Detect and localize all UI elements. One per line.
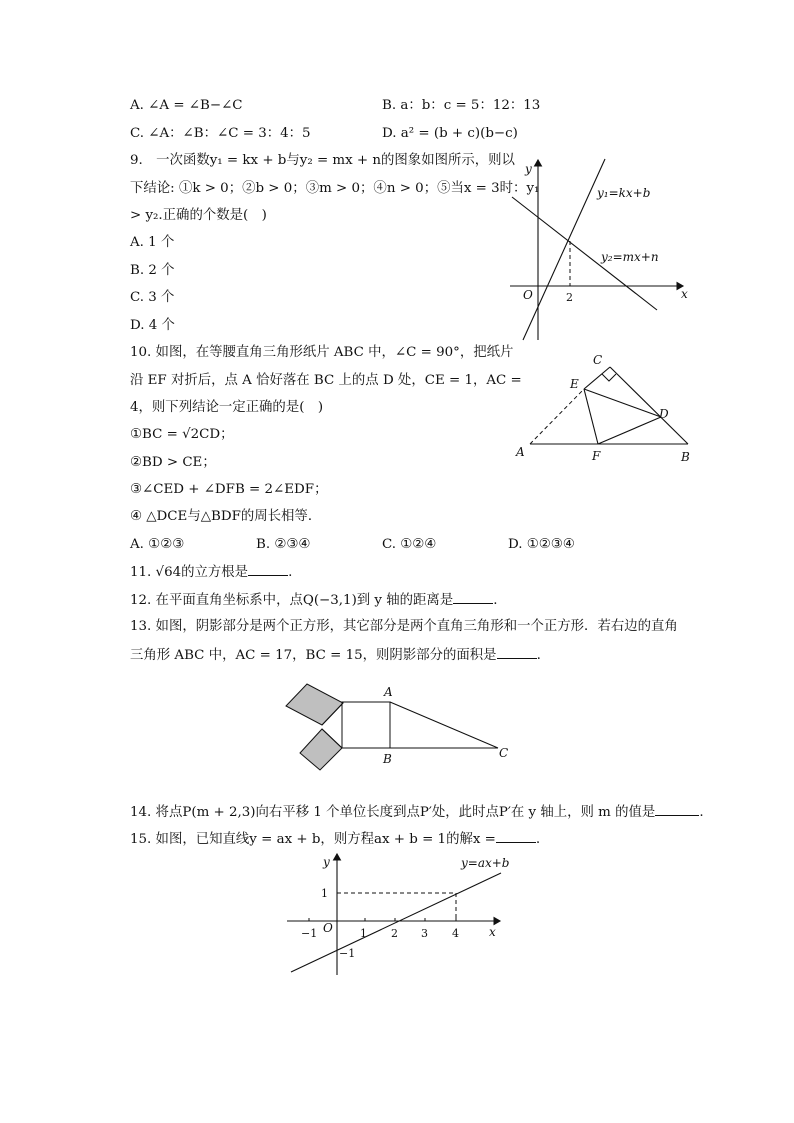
q13-line1: 13. 如图，阴影部分是两个正方形，其它部分是两个直角三角形和一个正方形．若右边的直角 [130,619,678,634]
q14-answer-blank[interactable] [655,803,699,816]
q9-y2-label: y₂=mx+n [601,250,659,264]
q10-line1: 10. 如图，在等腰直角三角形纸片 ABC 中，∠C = 90°，把纸片 [130,345,514,360]
q13-label-b: B [383,752,392,766]
q9-x-label: x [681,287,688,301]
q10-option-b: B. ②③④ [256,537,311,552]
q15-tick-label-y1: 1 [321,887,328,900]
q12-text [130,591,497,610]
q12-prompt: 12. 在平面直角坐标系中，点Q(−3,1)到 y 轴的距离是 [130,593,454,608]
q10-label-a: A [516,445,525,459]
q10-figure [510,350,710,470]
q10-label-e: E [570,377,579,391]
q10-label-d: D [659,407,669,421]
q15-line-label: y=ax+b [461,856,510,870]
q8-option-c: C. ∠A：∠B：∠C = 3：4：5 [130,126,311,141]
q13-line2 [130,646,541,665]
q15-prompt: 15. 如图，已知直线y = ax + b，则方程ax + b = 1的解x = [130,832,496,847]
q14-end: . [699,805,704,820]
q10-statement-3: ③∠CED + ∠DFB = 2∠EDF； [130,482,328,497]
q9-line2: 下结论: ①k > 0；②b > 0；③m > 0；④n > 0；⑤当x = 3时：y₁ [130,181,540,196]
q15-origin: O [323,921,333,935]
q13-middle-square [342,702,390,748]
q11-end: . [288,565,293,580]
q10-segment-fd [598,417,661,444]
q9-option-b: B. 2 个 [130,263,175,278]
q15-tick-label-3: 3 [421,927,428,940]
q13-side-ac [390,702,498,748]
q10-label-f: F [592,449,601,463]
q9-line1: 9. 一次函数y₁ = kx + b与y₂ = mx + n的图象如图所示，则以 [130,153,515,168]
q14-prompt: 14. 将点P(m + 2,3)向右平移 1 个单位长度到点P′处，此时点P′在 y 轴上，则 m 的值是 [130,805,656,820]
q10-option-d: D. ①②③④ [508,537,575,552]
q10-statement-4: ④ △DCE与△BDF的周长相等． [130,509,322,524]
q13-label-a: A [384,685,393,699]
q15-tick-label-yneg1: −1 [339,947,356,960]
q15-y-label: y [323,855,330,869]
q9-option-c: C. 3 个 [130,290,175,305]
q10-option-c: C. ①②④ [382,537,437,552]
q8-option-d: D. a² = (b + c)(b−c) [382,126,518,141]
q10-label-c: C [593,353,603,367]
q8-option-b: B. a：b：c = 5：12：13 [382,98,541,113]
q13-answer-blank[interactable] [497,646,537,659]
q11-prompt: 11. √64的立方根是 [130,565,249,580]
q9-tick-2: 2 [566,291,573,304]
q13-label-c: C [499,746,509,760]
q13-shaded-square-bottom [300,729,342,770]
q10-line2: 沿 EF 对折后，点 A 恰好落在 BC 上的点 D 处，CE = 1，AC = [130,373,522,388]
q10-segment-ef [584,389,598,444]
q13-end: . [536,648,541,663]
q10-side-cb [610,367,688,444]
q10-option-a: A. ①②③ [130,537,185,552]
q15-figure [285,850,515,980]
q12-answer-blank[interactable] [453,591,493,604]
q9-y-label: y [525,162,532,176]
q13-figure [280,680,520,780]
q15-tick-label-2: 2 [391,927,398,940]
q9-line3: > y₂.正确的个数是( ) [130,208,267,223]
q15-x-label: x [489,925,496,939]
q12-end: . [493,593,498,608]
q10-statement-2: ②BD > CE； [130,455,216,470]
q10-right-angle-mark [602,374,616,381]
q15-tick-label-neg1: −1 [301,927,318,940]
q15-tick-label-4: 4 [452,927,459,940]
q10-label-b: B [681,450,690,464]
q8-option-a: A. ∠A = ∠B−∠C [130,98,243,113]
q14-text [130,803,704,822]
q10-dashed-ae [530,389,584,444]
q10-segment-ed [584,389,661,417]
q15-end: . [535,832,541,847]
q10-line3: 4，则下列结论一定正确的是( ) [130,400,324,415]
q13-shaded-square-top [286,684,343,725]
q15-text [130,830,540,849]
q9-origin: O [523,288,533,302]
q9-option-a: A. 1 个 [130,235,175,250]
q9-option-d: D. 4 个 [130,318,175,333]
q15-tick-label-1: 1 [360,927,367,940]
q11-answer-blank[interactable] [248,563,288,576]
q15-answer-blank[interactable] [496,830,536,843]
q9-y1-label: y₁=kx+b [597,186,651,200]
q9-figure [505,155,695,345]
q11-text [130,563,292,582]
q10-statement-1: ①BC = √2CD； [130,427,234,442]
q9-line-y1 [523,159,605,340]
q13-prompt: 三角形 ABC 中，AC = 17，BC = 15，则阴影部分的面积是 [130,648,497,663]
